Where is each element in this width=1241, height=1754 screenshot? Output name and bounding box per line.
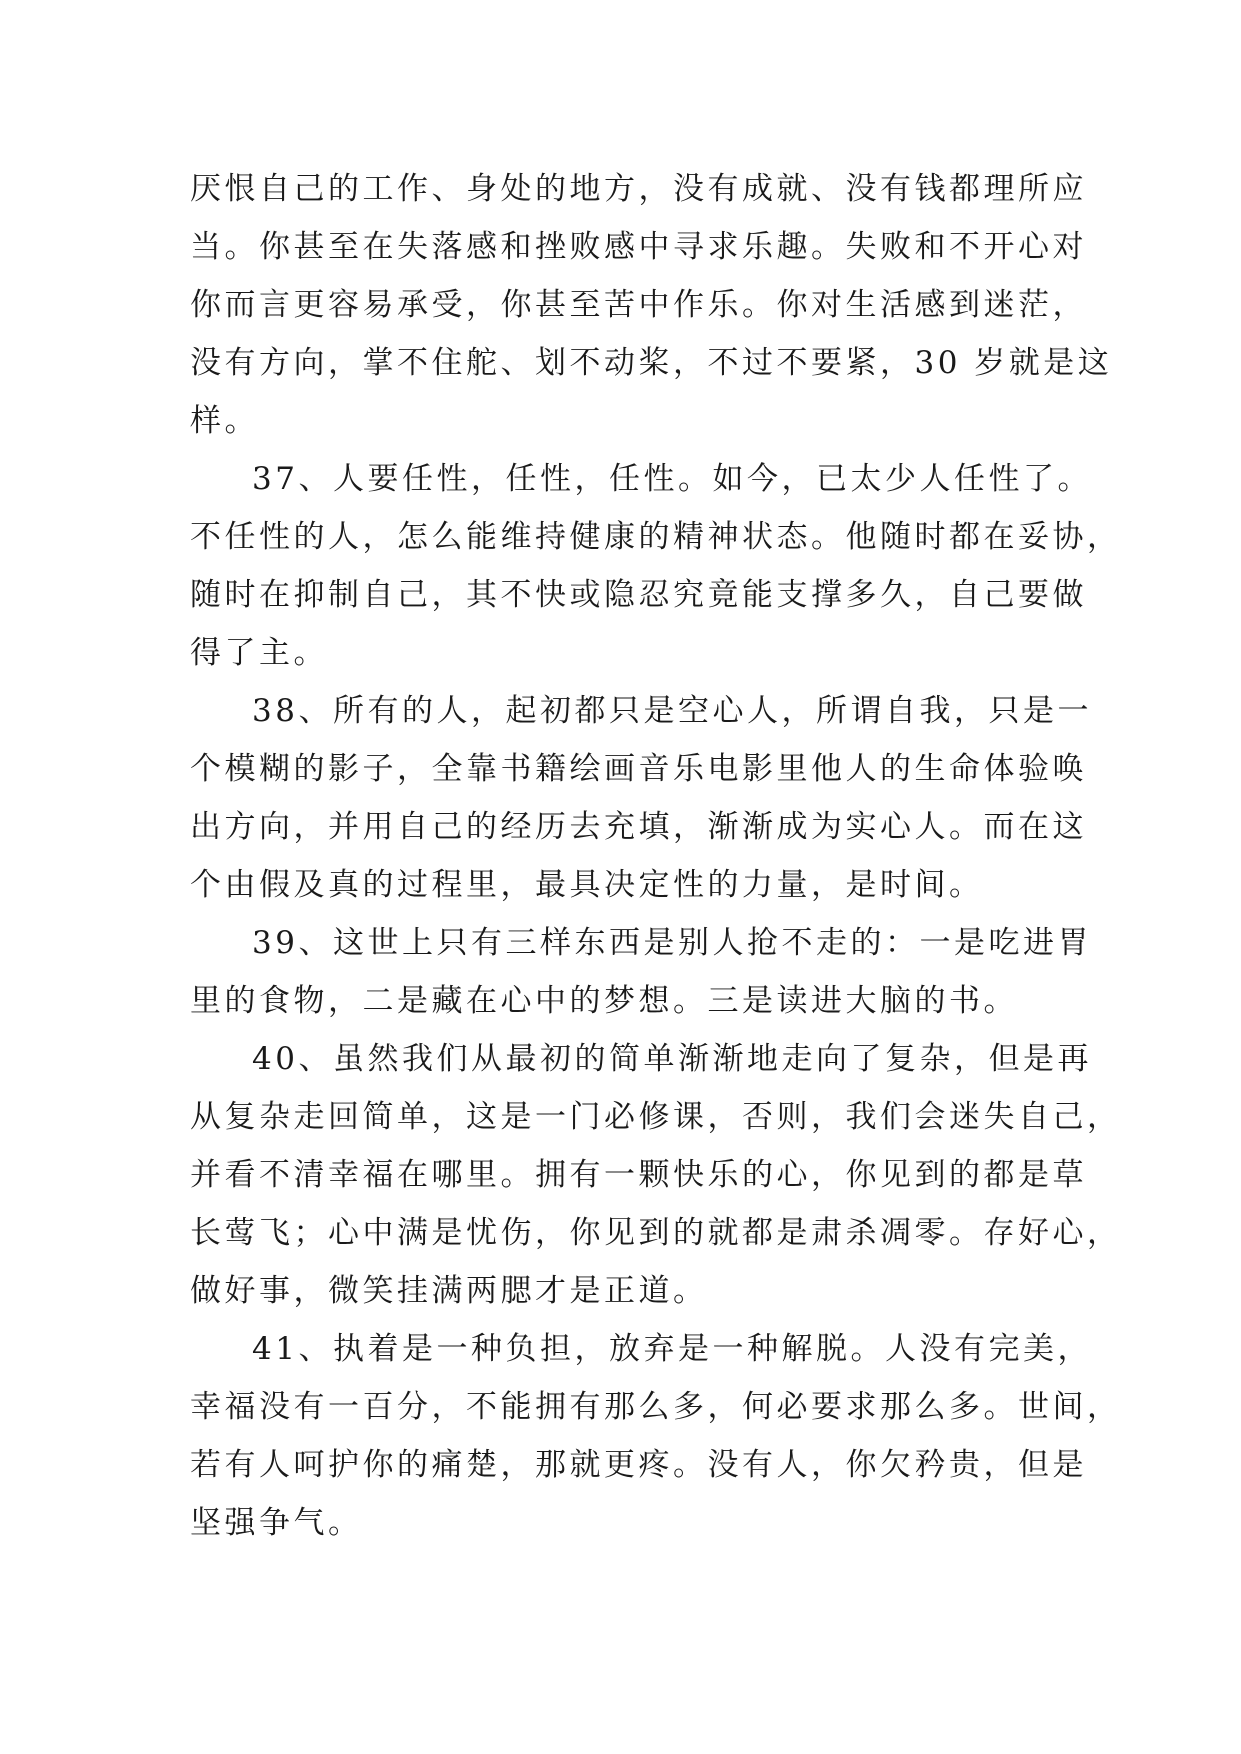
text-line: 随时在抑制自己，其不快或隐忍究竟能支撑多久，自己要做 [190, 577, 1087, 613]
text-line: 个由假及真的过程里，最具决定性的力量，是时间。 [190, 867, 984, 903]
text-line: 你而言更容易承受，你甚至苦中作乐。你对生活感到迷茫， [190, 287, 1087, 323]
text-line: 若有人呵护你的痛楚，那就更疼。没有人，你欠矜贵，但是 [190, 1447, 1087, 1483]
paragraph-41-start: 41、执着是一种负担，放弃是一种解脱。人没有完美， [252, 1331, 1092, 1367]
text-line: 出方向，并用自己的经历去充填，渐渐成为实心人。而在这 [190, 809, 1087, 845]
text-line: 幸福没有一百分，不能拥有那么多，何必要求那么多。世间， [190, 1389, 1122, 1425]
text-line: 长莺飞；心中满是忧伤，你见到的就都是肃杀凋零。存好心， [190, 1215, 1122, 1251]
paragraph-37-start: 37、人要任性，任性，任性。如今，已太少人任性了。 [252, 461, 1092, 497]
text-line: 从复杂走回简单，这是一门必修课，否则，我们会迷失自己， [190, 1099, 1122, 1135]
text-line: 当。你甚至在失落感和挫败感中寻求乐趣。失败和不开心对 [190, 229, 1087, 265]
text-line: 坚强争气。 [190, 1505, 363, 1541]
text-line: 并看不清幸福在哪里。拥有一颗快乐的心，你见到的都是草 [190, 1157, 1087, 1193]
text-line: 不任性的人，怎么能维持健康的精神状态。他随时都在妥协， [190, 519, 1122, 555]
text-line: 得了主。 [190, 635, 328, 671]
paragraph-39-start: 39、这世上只有三样东西是别人抢不走的：一是吃进胃 [252, 925, 1092, 961]
document-body [190, 160, 1122, 1552]
text-line: 没有方向，掌不住舵、划不动桨，不过不要紧，30 岁就是这 [190, 345, 1113, 381]
paragraph-40-start: 40、虽然我们从最初的简单渐渐地走向了复杂，但是再 [252, 1041, 1092, 1077]
text-line: 做好事，微笑挂满两腮才是正道。 [190, 1273, 708, 1309]
text-line: 厌恨自己的工作、身处的地方，没有成就、没有钱都理所应 [190, 171, 1087, 207]
text-line: 个模糊的影子，全靠书籍绘画音乐电影里他人的生命体验唤 [190, 751, 1087, 787]
text-line: 里的食物，二是藏在心中的梦想。三是读进大脑的书。 [190, 983, 1018, 1019]
text-line: 样。 [190, 403, 259, 439]
paragraph-38-start: 38、所有的人，起初都只是空心人，所谓自我，只是一 [252, 693, 1092, 729]
